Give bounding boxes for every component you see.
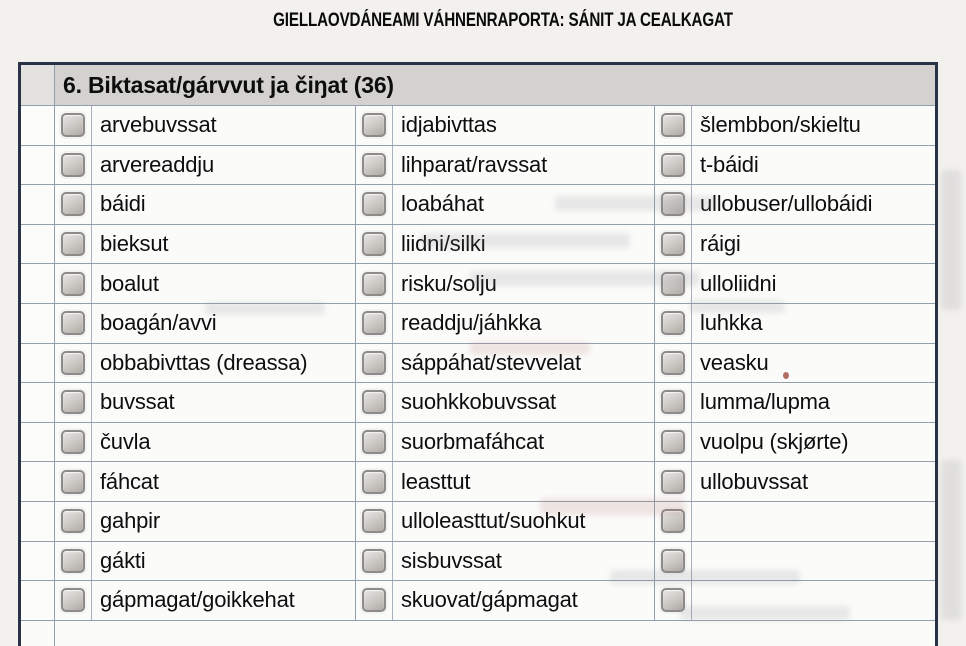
- checkbox-cell: [55, 344, 92, 383]
- checkbox-cell: [655, 225, 692, 264]
- checkbox-cell: [356, 581, 393, 620]
- table-row: [21, 541, 935, 581]
- checkbox-r5-c2[interactable]: [362, 272, 386, 296]
- word-cell-group: [55, 106, 356, 145]
- checkbox-cell: [655, 581, 692, 620]
- checkbox-cell: [55, 106, 92, 145]
- item-label: suohkkobuvssat: [401, 389, 556, 415]
- item-label: obbabivttas (dreassa): [100, 349, 308, 375]
- checkbox-cell: [356, 304, 393, 343]
- checkbox-r1-c2[interactable]: [362, 113, 386, 137]
- checkbox-cell: [655, 344, 692, 383]
- word-cell-group: [356, 185, 655, 224]
- table-row: [21, 382, 935, 422]
- word-cell-group: [55, 185, 356, 224]
- page-title: GIELLAOVDÁNEAMI VÁHNENRAPORTA: SÁNIT JA CEALKAGAT: [273, 10, 733, 31]
- word-cell-group: [55, 423, 356, 462]
- word-cell-group: [356, 344, 655, 383]
- item-label: ullobuser/ullobáidi: [700, 191, 873, 217]
- word-cell-group: [356, 304, 655, 343]
- checkbox-cell: [356, 185, 393, 224]
- checkbox-r3-c2[interactable]: [362, 192, 386, 216]
- item-label: báidi: [100, 191, 146, 217]
- item-label: leasttut: [401, 468, 471, 494]
- checkbox-r2-c2[interactable]: [362, 153, 386, 177]
- word-cell-group: [655, 146, 935, 185]
- margin-cell: [21, 146, 55, 185]
- item-label: boagán/avvi: [100, 310, 217, 336]
- partial-bottom-row: [21, 620, 935, 646]
- section-header: 6. Biktasat/gárvvut ja čiŋat (36): [55, 65, 935, 105]
- margin-cell: [21, 304, 55, 343]
- word-cell-group: [655, 304, 935, 343]
- margin-cell: [21, 106, 55, 145]
- checklist-rows: [21, 105, 935, 620]
- item-label: [692, 502, 935, 541]
- checkbox-cell: [655, 146, 692, 185]
- item-label: suorbmafáhcat: [401, 429, 544, 455]
- table-row: [21, 501, 935, 541]
- checkbox-cell: [655, 383, 692, 422]
- checkbox-cell: [356, 106, 393, 145]
- word-cell-group: [55, 462, 356, 501]
- table-row: [21, 422, 935, 462]
- checkbox-r10-c3[interactable]: [661, 470, 685, 494]
- item-label: vuolpu (skjørte): [700, 429, 849, 455]
- item-label: luhkka: [700, 310, 763, 336]
- checkbox-cell: [55, 542, 92, 581]
- checkbox-cell: [655, 462, 692, 501]
- checkbox-r11-c2[interactable]: [362, 509, 386, 533]
- checkbox-cell: [55, 264, 92, 303]
- item-label: ulloliidni: [700, 270, 777, 296]
- checkbox-cell: [356, 542, 393, 581]
- header-margin-cell: [21, 65, 55, 105]
- table-row: [21, 461, 935, 501]
- word-cell-group: [55, 581, 356, 620]
- checkbox-r11-c3[interactable]: [661, 509, 685, 533]
- checkbox-cell: [356, 383, 393, 422]
- checkbox-r13-c1[interactable]: [61, 588, 85, 612]
- checkbox-cell: [655, 423, 692, 462]
- item-label: buvssat: [100, 389, 175, 415]
- word-cell-group: [655, 502, 935, 541]
- word-cell-group: [655, 581, 935, 620]
- checkbox-r3-c1[interactable]: [61, 192, 85, 216]
- word-cell-group: [655, 542, 935, 581]
- checkbox-r10-c1[interactable]: [61, 470, 85, 494]
- word-cell-group: [655, 344, 935, 383]
- item-label: readdju/jáhkka: [401, 310, 542, 336]
- item-label: ulloleasttut/suohkut: [401, 508, 586, 534]
- checkbox-cell: [55, 502, 92, 541]
- item-label: fáhcat: [100, 468, 159, 494]
- word-cell-group: [356, 264, 655, 303]
- word-cell-group: [356, 542, 655, 581]
- checkbox-cell: [55, 462, 92, 501]
- checkbox-r2-c1[interactable]: [61, 153, 85, 177]
- word-cell-group: [55, 502, 356, 541]
- word-cell-group: [356, 423, 655, 462]
- item-label: bieksut: [100, 231, 169, 257]
- word-cell-group: [55, 146, 356, 185]
- word-cell-group: [55, 344, 356, 383]
- checkbox-cell: [356, 264, 393, 303]
- word-cell-group: [55, 542, 356, 581]
- checkbox-r13-c3[interactable]: [661, 588, 685, 612]
- checkbox-r4-c1[interactable]: [61, 232, 85, 256]
- checkbox-cell: [655, 185, 692, 224]
- checkbox-r7-c3[interactable]: [661, 351, 685, 375]
- item-label: risku/solju: [401, 270, 497, 296]
- checkbox-r8-c1[interactable]: [61, 390, 85, 414]
- checkbox-r12-c1[interactable]: [61, 549, 85, 573]
- margin-cell: [21, 423, 55, 462]
- checkbox-r8-c3[interactable]: [661, 390, 685, 414]
- word-cell-group: [655, 423, 935, 462]
- checkbox-cell: [55, 185, 92, 224]
- item-label: sisbuvssat: [401, 547, 502, 573]
- checkbox-r12-c2[interactable]: [362, 549, 386, 573]
- checkbox-r6-c3[interactable]: [661, 311, 685, 335]
- word-cell-group: [655, 225, 935, 264]
- word-cell-group: [55, 304, 356, 343]
- margin-cell: [21, 462, 55, 501]
- word-cell-group: [356, 383, 655, 422]
- checkbox-cell: [55, 383, 92, 422]
- word-cell-group: [356, 462, 655, 501]
- checkbox-r10-c2[interactable]: [362, 470, 386, 494]
- checkbox-cell: [55, 581, 92, 620]
- word-cell-group: [356, 502, 655, 541]
- item-label: boalut: [100, 270, 159, 296]
- checkbox-cell: [356, 344, 393, 383]
- checkbox-cell: [356, 502, 393, 541]
- margin-cell: [21, 264, 55, 303]
- checkbox-r4-c2[interactable]: [362, 232, 386, 256]
- checkbox-cell: [655, 542, 692, 581]
- checkbox-r7-c2[interactable]: [362, 351, 386, 375]
- item-label: [692, 581, 935, 620]
- table-row: [21, 105, 935, 145]
- item-label: ráigi: [700, 231, 741, 257]
- item-label: gahpir: [100, 508, 160, 534]
- checkbox-cell: [55, 304, 92, 343]
- checkbox-cell: [55, 423, 92, 462]
- checkbox-cell: [356, 423, 393, 462]
- word-cell-group: [356, 581, 655, 620]
- margin-cell: [21, 581, 55, 620]
- item-label: lumma/lupma: [700, 389, 830, 415]
- checkbox-cell: [356, 146, 393, 185]
- word-cell-group: [356, 106, 655, 145]
- checkbox-r4-c3[interactable]: [661, 232, 685, 256]
- item-label: sáppáhat/stevvelat: [401, 349, 581, 375]
- checkbox-cell: [655, 264, 692, 303]
- margin-cell: [21, 502, 55, 541]
- word-cell-group: [655, 185, 935, 224]
- checkbox-r5-c1[interactable]: [61, 272, 85, 296]
- checkbox-r8-c2[interactable]: [362, 390, 386, 414]
- item-label: gápmagat/goikkehat: [100, 587, 295, 613]
- item-label: [692, 542, 935, 581]
- table-row: [21, 263, 935, 303]
- item-label: ullobuvssat: [700, 468, 808, 494]
- word-cell-group: [55, 383, 356, 422]
- checkbox-cell: [55, 146, 92, 185]
- checkbox-cell: [356, 462, 393, 501]
- checkbox-r6-c2[interactable]: [362, 311, 386, 335]
- margin-cell: [21, 185, 55, 224]
- item-label: šlembbon/skieltu: [700, 112, 861, 138]
- checkbox-r12-c3[interactable]: [661, 549, 685, 573]
- item-label: loabáhat: [401, 191, 484, 217]
- item-label: liidni/silki: [401, 231, 486, 257]
- word-cell-group: [655, 462, 935, 501]
- checkbox-cell: [655, 304, 692, 343]
- margin-cell: [21, 344, 55, 383]
- word-cell-group: [356, 225, 655, 264]
- bleed-through-smudge: [941, 460, 961, 620]
- checklist-header-row: [21, 65, 935, 105]
- checkbox-r9-c2[interactable]: [362, 430, 386, 454]
- item-label: čuvla: [100, 429, 151, 455]
- checkbox-r9-c1[interactable]: [61, 430, 85, 454]
- table-row: [21, 224, 935, 264]
- checkbox-cell: [55, 225, 92, 264]
- item-label: veasku: [700, 349, 769, 375]
- table-row: [21, 184, 935, 224]
- checkbox-r5-c3[interactable]: [661, 272, 685, 296]
- margin-cell: [21, 542, 55, 581]
- checkbox-r7-c1[interactable]: [61, 351, 85, 375]
- checkbox-cell: [655, 106, 692, 145]
- checkbox-r1-c1[interactable]: [61, 113, 85, 137]
- item-label: idjabivttas: [401, 112, 497, 138]
- checkbox-r6-c1[interactable]: [61, 311, 85, 335]
- word-cell-group: [356, 146, 655, 185]
- checkbox-r2-c3[interactable]: [661, 153, 685, 177]
- word-cell-group: [655, 106, 935, 145]
- table-row: [21, 580, 935, 620]
- item-label: lihparat/ravssat: [401, 151, 547, 177]
- checkbox-cell: [655, 502, 692, 541]
- item-label: t-báidi: [700, 151, 759, 177]
- word-cell-group: [655, 383, 935, 422]
- item-label: gákti: [100, 547, 146, 573]
- table-row: [21, 303, 935, 343]
- margin-cell: [21, 621, 55, 646]
- checkbox-r13-c2[interactable]: [362, 588, 386, 612]
- checkbox-r3-c3[interactable]: [661, 192, 685, 216]
- item-label: skuovat/gápmagat: [401, 587, 578, 613]
- margin-cell: [21, 383, 55, 422]
- checkbox-r11-c1[interactable]: [61, 509, 85, 533]
- item-label: arvereaddju: [100, 151, 214, 177]
- checkbox-cell: [356, 225, 393, 264]
- item-label: arvebuvssat: [100, 112, 217, 138]
- word-cell-group: [655, 264, 935, 303]
- word-cell-group: [55, 264, 356, 303]
- bleed-through-smudge: [941, 170, 961, 310]
- table-row: [21, 145, 935, 185]
- table-row: [21, 343, 935, 383]
- checkbox-r9-c3[interactable]: [661, 430, 685, 454]
- checklist-table: [18, 62, 938, 646]
- margin-cell: [21, 225, 55, 264]
- word-cell-group: [55, 225, 356, 264]
- checkbox-r1-c3[interactable]: [661, 113, 685, 137]
